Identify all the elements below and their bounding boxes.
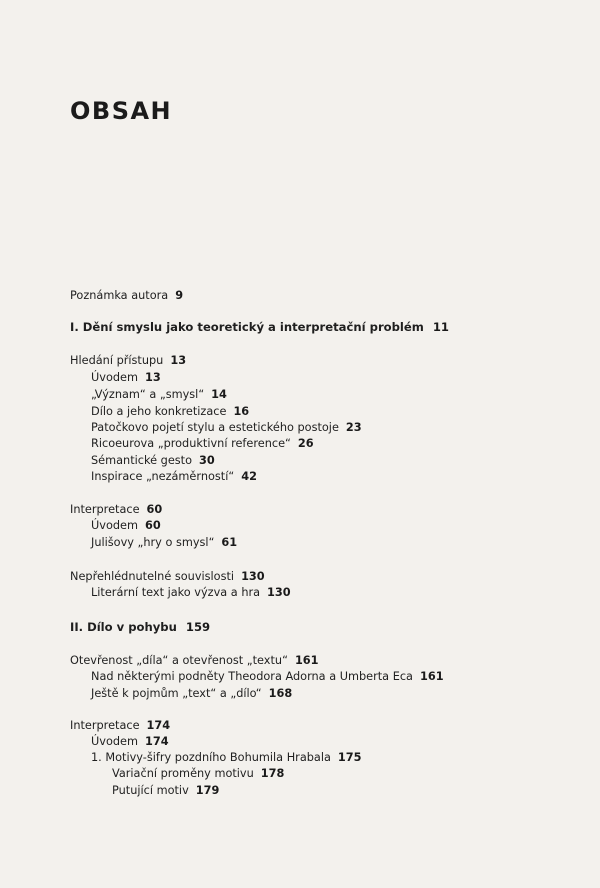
- toc-entry-label: Nad některými podněty Theodora Adorna a Umberta Eca: [91, 670, 413, 683]
- toc-subentry: [91, 388, 227, 402]
- toc-entry-label: Interpretace: [70, 503, 140, 516]
- toc-entry-page: 174: [146, 719, 171, 732]
- toc-entry: [70, 289, 183, 303]
- toc-subsubentry: [112, 784, 219, 798]
- toc-entry-page: 61: [221, 536, 238, 549]
- toc-subentry: [91, 586, 291, 600]
- toc-entry: [70, 503, 162, 517]
- toc-entry-label: Úvodem: [91, 519, 138, 532]
- toc-entry-label: II. Dílo v pohybu: [70, 620, 177, 634]
- toc-entry-label: Interpretace: [70, 719, 140, 732]
- toc-entry-page: 60: [145, 519, 161, 532]
- toc-entry: [70, 354, 186, 368]
- toc-subsubentry: [112, 767, 284, 781]
- toc-entry: [70, 654, 319, 668]
- toc-entry-page: 161: [294, 654, 319, 667]
- toc-entry-page: 175: [337, 751, 362, 764]
- toc-entry-page: 178: [260, 767, 285, 780]
- toc-subentry: [91, 536, 237, 550]
- toc-entry-label: I. Dění smyslu jako teoretický a interpretační problém: [70, 320, 424, 334]
- toc-entry-page: 168: [268, 687, 293, 700]
- toc-entry-page: 174: [145, 735, 169, 748]
- toc-entry: [70, 719, 170, 733]
- toc-entry-label: Otevřenost „díla“ a otevřenost „textu“: [70, 654, 288, 667]
- toc-entry-page: 13: [170, 354, 187, 367]
- toc-entry-label: Ještě k pojmům „text“ a „dílo“: [91, 687, 262, 700]
- toc-entry-label: Putující motiv: [112, 784, 189, 797]
- toc-subentry: [91, 735, 169, 749]
- toc-entry-page: 179: [195, 784, 220, 797]
- toc-entry-label: Inspirace „nezáměrností“: [91, 470, 235, 483]
- toc-subentry: [91, 670, 444, 684]
- toc-entry-page: 26: [297, 437, 314, 450]
- toc-entry-page: 30: [199, 454, 215, 467]
- toc-entry-page: 130: [241, 570, 265, 583]
- toc-entry: [70, 570, 265, 584]
- toc-entry-label: Dílo a jeho konkretizace: [91, 405, 227, 418]
- toc-entry-page: 13: [145, 371, 161, 384]
- toc-entry-label: Hledání přístupu: [70, 354, 164, 367]
- toc-subentry: [91, 751, 362, 765]
- toc-subentry: [91, 437, 314, 451]
- page-title: OBSAH: [70, 97, 173, 125]
- toc-entry-label: Ricoeurova „produktivní reference“: [91, 437, 291, 450]
- toc-entry-label: Sémantické gesto: [91, 454, 193, 467]
- toc-entry-page: 159: [185, 620, 211, 634]
- toc-subentry: [91, 405, 249, 419]
- toc-entry-page: 130: [267, 586, 291, 599]
- toc-entry-page: 11: [432, 320, 449, 334]
- toc-entry-label: Julišovy „hry o smysl“: [91, 536, 215, 549]
- toc-entry-label: Úvodem: [91, 735, 138, 748]
- toc-entry-label: „Význam“ a „smysl“: [91, 388, 205, 401]
- toc-subentry: [91, 454, 215, 468]
- toc-entry-page: 9: [175, 289, 184, 302]
- toc-entry-page: 14: [211, 388, 227, 401]
- toc-entry-label: Poznámka autora: [70, 289, 169, 302]
- toc-subentry: [91, 470, 257, 484]
- toc-part-heading: [70, 320, 449, 334]
- toc-subentry: [91, 519, 161, 533]
- toc-entry-label: Variační proměny motivu: [112, 767, 254, 780]
- toc-entry-label: 1. Motivy-šifry pozdního Bohumila Hrabala: [91, 751, 331, 764]
- toc-entry-page: 16: [233, 405, 250, 418]
- toc-entry-page: 161: [419, 670, 444, 683]
- toc-subentry: [91, 687, 292, 701]
- toc-entry-page: 23: [345, 421, 362, 434]
- toc-entry-page: 60: [146, 503, 163, 516]
- toc-subentry: [91, 421, 362, 435]
- toc-entry-label: Nepřehlédnutelné souvislosti: [70, 570, 235, 583]
- toc-entry-page: 42: [241, 470, 257, 483]
- toc-entry-label: Patočkovo pojetí stylu a estetického postoje: [91, 421, 339, 434]
- toc-part-heading: [70, 620, 210, 634]
- toc-entry-label: Úvodem: [91, 371, 138, 384]
- toc-subentry: [91, 371, 161, 385]
- toc-entry-label: Literární text jako výzva a hra: [91, 586, 261, 599]
